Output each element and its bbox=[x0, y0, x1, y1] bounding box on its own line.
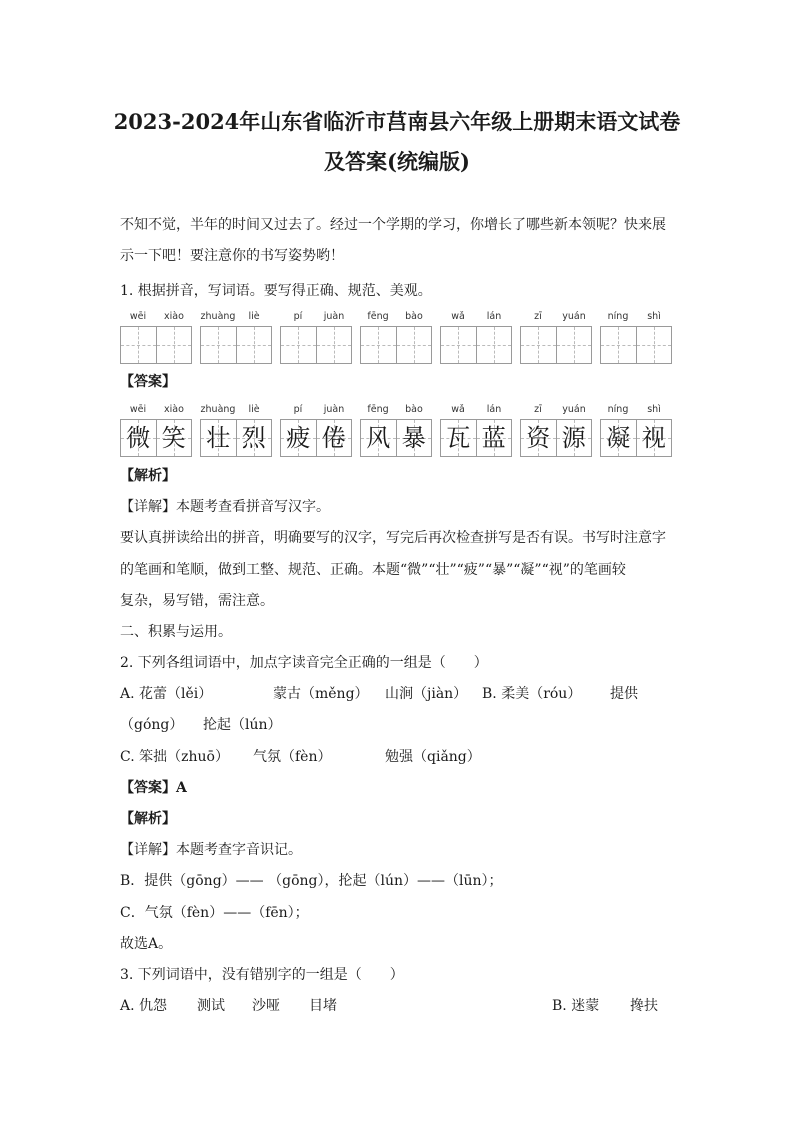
q2-fix-b: B．提供（gōng）—— （gōng），抡起（lún）——（lūn）； bbox=[120, 873, 503, 889]
pinyin-syllable: zī bbox=[534, 311, 542, 322]
answer-char: 风 bbox=[366, 424, 391, 452]
q2-option-a1: A. 花蕾（lěi） bbox=[120, 686, 213, 702]
q1-question: 1. 根据拼音，写词语。要写得正确、规范、美观。 bbox=[120, 283, 432, 299]
q1-detail: 【详解】本题考查看拼音写汉字。 bbox=[120, 499, 330, 515]
answer-char: 视 bbox=[641, 424, 666, 452]
answer-char: 暴 bbox=[401, 424, 426, 452]
answer-box bbox=[637, 420, 672, 456]
answer-box bbox=[237, 420, 272, 456]
answer-char: 微 bbox=[126, 424, 151, 452]
answer-char: 笑 bbox=[161, 424, 186, 452]
q2-option-b2: 提供 bbox=[610, 686, 638, 702]
section2-heading: 二、积累与运用。 bbox=[120, 624, 232, 640]
q2-option-c1: C. 笨拙（zhuō） bbox=[120, 749, 229, 765]
intro-line2: 示一下吧！要注意你的书写姿势哟！ bbox=[120, 248, 344, 264]
q2-option-a2: 蒙古（měng） bbox=[273, 686, 369, 702]
pinyin-syllable: shì bbox=[647, 404, 661, 415]
q2-option-c2: 气氛（fèn） bbox=[253, 749, 332, 765]
q2-option-c3: 勉强（qiǎng） bbox=[385, 749, 481, 765]
writing-box[interactable] bbox=[521, 327, 557, 363]
q2-option-b4: 抡起（lún） bbox=[203, 717, 282, 733]
word-cell bbox=[200, 308, 272, 364]
pinyin-syllable: níng bbox=[607, 404, 629, 415]
answer-box bbox=[441, 420, 477, 456]
q1-answer-label: 【答案】 bbox=[120, 374, 176, 390]
q1-analysis-label: 【解析】 bbox=[120, 468, 176, 484]
q2-option-a3: 山涧（jiàn） bbox=[385, 686, 468, 702]
pinyin-syllable: yuán bbox=[562, 404, 586, 415]
pinyin-syllable: liè bbox=[248, 404, 260, 415]
answer-char: 壮 bbox=[206, 424, 231, 452]
word-cell bbox=[360, 308, 432, 364]
pinyin-syllable: zī bbox=[534, 404, 542, 415]
q3-option-a3: 沙哑 bbox=[252, 998, 280, 1014]
q2-conclusion: 故选A。 bbox=[120, 936, 173, 952]
document-title-line2: 及答案(统编版) bbox=[324, 149, 470, 174]
word-cell bbox=[600, 401, 672, 457]
q1-explain-line2: 的笔画和笔顺，做到工整、规范、正确。本题“微”“壮”“疲”“暴”“凝”“视”的笔画较 bbox=[120, 562, 626, 578]
writing-box[interactable] bbox=[601, 327, 637, 363]
pinyin-grid-answer bbox=[120, 401, 680, 471]
pinyin-syllable: fēng bbox=[367, 311, 389, 322]
pinyin-syllable: pí bbox=[293, 404, 303, 415]
pinyin-grid-blank bbox=[120, 308, 680, 378]
pinyin-syllable: wǎ bbox=[451, 404, 465, 415]
word-cell bbox=[280, 401, 352, 457]
pinyin-syllable: shì bbox=[647, 311, 661, 322]
pinyin-syllable: juàn bbox=[323, 311, 345, 322]
answer-char: 资 bbox=[526, 424, 551, 452]
word-cell bbox=[520, 401, 592, 457]
answer-box bbox=[521, 420, 557, 456]
q3-option-b2: 搀扶 bbox=[630, 998, 658, 1014]
q3-option-a2: 测试 bbox=[197, 998, 225, 1014]
pinyin-syllable: xiào bbox=[164, 311, 184, 322]
q2-question: 2. 下列各组词语中，加点字读音完全正确的一组是（ ） bbox=[120, 655, 488, 671]
pinyin-syllable: xiào bbox=[164, 404, 184, 415]
answer-box bbox=[601, 420, 637, 456]
answer-char: 疲 bbox=[286, 424, 311, 452]
writing-box[interactable] bbox=[637, 327, 672, 363]
word-cell bbox=[120, 308, 192, 364]
pinyin-syllable: lán bbox=[486, 404, 502, 415]
answer-char: 倦 bbox=[321, 424, 346, 452]
writing-box[interactable] bbox=[281, 327, 317, 363]
writing-box[interactable] bbox=[477, 327, 512, 363]
answer-box bbox=[121, 420, 157, 456]
q2-detail: 【详解】本题考查字音识记。 bbox=[120, 842, 302, 858]
writing-box[interactable] bbox=[157, 327, 192, 363]
writing-box[interactable] bbox=[237, 327, 272, 363]
pinyin-syllable: bào bbox=[405, 311, 423, 322]
answer-char: 凝 bbox=[606, 424, 631, 452]
pinyin-syllable: zhuàng bbox=[200, 404, 236, 415]
q2-option-b1: B. 柔美（róu） bbox=[482, 686, 582, 702]
answer-char: 烈 bbox=[241, 424, 266, 452]
pinyin-syllable: níng bbox=[607, 311, 629, 322]
pinyin-syllable: zhuàng bbox=[200, 311, 236, 322]
word-cell bbox=[440, 308, 512, 364]
pinyin-syllable: juàn bbox=[323, 404, 345, 415]
word-cell bbox=[600, 308, 672, 364]
q3-option-a1: A. 仇怨 bbox=[120, 998, 168, 1014]
pinyin-syllable: bào bbox=[405, 404, 423, 415]
writing-box[interactable] bbox=[397, 327, 432, 363]
answer-box bbox=[361, 420, 397, 456]
intro-line1: 不知不觉，半年的时间又过去了。经过一个学期的学习，你增长了哪些新本领呢？快来展 bbox=[120, 217, 666, 233]
pinyin-syllable: wēi bbox=[129, 311, 147, 322]
writing-box[interactable] bbox=[361, 327, 397, 363]
q3-option-a4: 目堵 bbox=[309, 998, 337, 1014]
q2-fix-c: C．气氛（fèn）——（fēn）； bbox=[120, 905, 309, 921]
q3-question: 3. 下列词语中，没有错别字的一组是（ ） bbox=[120, 967, 404, 983]
writing-box[interactable] bbox=[121, 327, 157, 363]
pinyin-syllable: fēng bbox=[367, 404, 389, 415]
answer-char: 蓝 bbox=[481, 424, 506, 452]
word-cell bbox=[120, 401, 192, 457]
pinyin-syllable: pí bbox=[293, 311, 303, 322]
q3-option-b1: B. 迷蒙 bbox=[552, 998, 600, 1014]
answer-box bbox=[281, 420, 317, 456]
word-cell bbox=[200, 401, 272, 457]
answer-box bbox=[201, 420, 237, 456]
writing-box[interactable] bbox=[441, 327, 477, 363]
q1-explain-line3: 复杂，易写错，需注意。 bbox=[120, 593, 274, 609]
answer-box bbox=[477, 420, 512, 456]
writing-box[interactable] bbox=[317, 327, 352, 363]
word-cell bbox=[520, 308, 592, 364]
q1-explain-line1: 要认真拼读给出的拼音，明确要写的汉字，写完后再次检查拼写是否有误。书写时注意字 bbox=[120, 530, 666, 546]
answer-char: 瓦 bbox=[446, 424, 471, 452]
word-cell bbox=[440, 401, 512, 457]
pinyin-syllable: wǎ bbox=[451, 311, 465, 322]
word-cell bbox=[360, 401, 432, 457]
pinyin-syllable: liè bbox=[248, 311, 260, 322]
q2-answer: 【答案】A bbox=[120, 780, 187, 796]
writing-box[interactable] bbox=[557, 327, 592, 363]
answer-box bbox=[317, 420, 352, 456]
pinyin-syllable: lán bbox=[486, 311, 502, 322]
pinyin-syllable: yuán bbox=[562, 311, 586, 322]
writing-box[interactable] bbox=[201, 327, 237, 363]
answer-box bbox=[557, 420, 592, 456]
q2-option-b3: （góng） bbox=[120, 717, 184, 733]
answer-char: 源 bbox=[561, 424, 586, 452]
word-cell bbox=[280, 308, 352, 364]
document-title-line1: 2023-2024年山东省临沂市莒南县六年级上册期末语文试卷 bbox=[113, 109, 681, 134]
q2-analysis-label: 【解析】 bbox=[120, 811, 176, 827]
answer-box bbox=[397, 420, 432, 456]
pinyin-syllable: wēi bbox=[129, 404, 147, 415]
answer-box bbox=[157, 420, 192, 456]
